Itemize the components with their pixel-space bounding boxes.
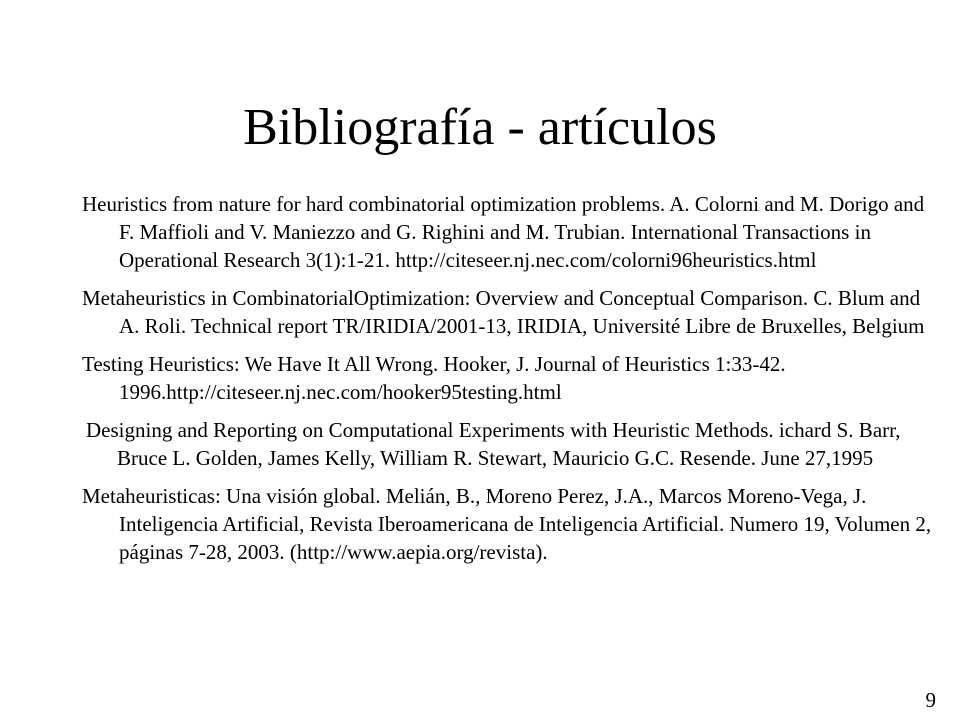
reference-item: Metaheuristics in CombinatorialOptimization: Overview and Conceptual Comparison. C. Blum and A. Roli. Technical report TR/IRIDIA/2001-13, IRIDIA, Université Libre de Bruxelles, Belgium (82, 286, 925, 338)
page-number: 9 (925, 688, 936, 712)
slide-title: Bibliografía - artículos (243, 99, 717, 156)
reference-item: Testing Heuristics: We Have It All Wrong. Hooker, J. Journal of Heuristics 1:33-42. 1996.http://citeseer.nj.nec.com/hooker95testing.html (82, 352, 786, 404)
reference-list (82, 190, 940, 576)
reference-item: Metaheuristicas: Una visión global. Melián, B., Moreno Perez, J.A., Marcos Moreno-Vega, J. Inteligencia Artificial, Revista Iberoamericana de Inteligencia Artificial. Numero 19, Volumen 2, páginas 7-28, 2003. (http://www.aepia.org/revista). (82, 484, 932, 564)
reference-item: Heuristics from nature for hard combinatorial optimization problems. A. Colorni and M. Dorigo and F. Maffioli and V. Maniezzo and G. Righini and M. Trubian. International Transactions in Operational Research 3(1):1-21. http://citeseer.nj.nec.com/colorni96heuristics.html (82, 192, 925, 272)
reference-item: Designing and Reporting on Computational Experiments with Heuristic Methods. ichard S. Barr, Bruce L. Golden, James Kelly, William R. Stewart, Mauricio G.C. Resende. June 27,1995 (86, 418, 901, 470)
